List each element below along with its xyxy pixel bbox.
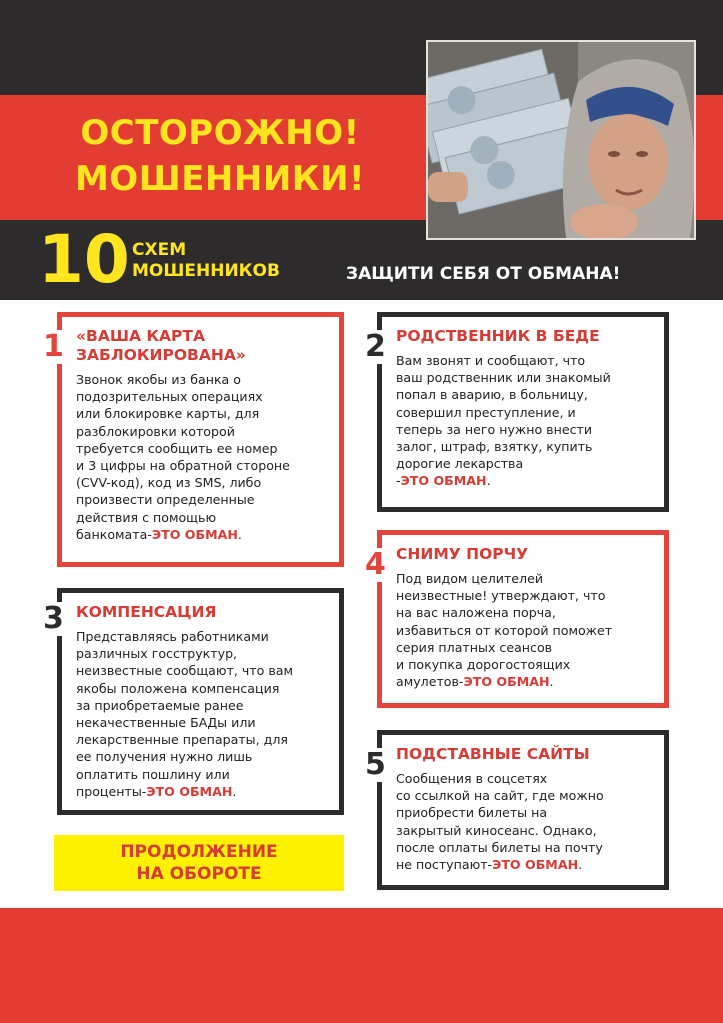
card-text-line: некачественные БАДы или <box>76 715 256 731</box>
scheme-card-title <box>396 327 650 346</box>
card-text-line: или блокировке карты, для <box>76 406 260 422</box>
card-text-line: и покупка дорогостоящих <box>396 657 571 673</box>
card-text-line: дорогие лекарства <box>396 456 524 472</box>
card-text-line: Представляясь работниками <box>76 629 269 644</box>
card-text-line: требуется сообщить ее номер <box>76 440 278 456</box>
scheme-card-text <box>396 352 650 490</box>
card-text-line: различных госструктур, <box>76 646 238 662</box>
card-text-line: неизвестные! утверждают, что <box>396 588 606 604</box>
poster-title <box>20 110 420 202</box>
card-text-line: действия с помощью <box>76 509 217 525</box>
continue-line-2: НА ОБОРОТЕ <box>136 864 262 884</box>
card-text-line: попал в аварию, в больницу, <box>396 387 588 403</box>
card-text-line: произвести определенные <box>76 492 255 508</box>
card-title-line: ПОДСТАВНЫЕ САЙТЫ <box>396 745 590 763</box>
continue-line-1: ПРОДОЛЖЕНИЕ <box>120 842 278 862</box>
scheme-card-title <box>396 545 650 564</box>
card-text-line: после оплаты билеты на почту <box>396 839 603 855</box>
card-text-line: (CVV-код), код из SMS, либо <box>76 475 262 491</box>
card-title-line: СНИМУ ПОРЧУ <box>396 545 529 563</box>
header-photo <box>426 40 696 240</box>
scheme-card-4 <box>377 530 669 708</box>
card-text-line: Под видом целителей <box>396 571 544 586</box>
verdict-label: ЭТО ОБМАН <box>400 473 487 489</box>
card-title-line: ЗАБЛОКИРОВАНА» <box>76 346 246 364</box>
card-text-line: ее получения нужно лишь <box>76 749 253 765</box>
scheme-card-2 <box>377 312 669 512</box>
scheme-card-text <box>76 371 325 543</box>
card-text-line: Звонок якобы из банка о <box>76 372 241 387</box>
card-text-line: оплатить пошлину или <box>76 766 230 782</box>
card-text-line: и 3 цифры на обратной стороне <box>76 458 290 474</box>
card-text-end: . <box>237 526 242 542</box>
scheme-card-title <box>396 745 650 764</box>
schemes-label-line-2: МОШЕННИКОВ <box>132 261 280 281</box>
card-text-line: якобы положена компенсация <box>76 680 280 696</box>
scheme-number-5: 5 <box>362 748 389 782</box>
card-text-fragment: не поступают- <box>396 857 493 873</box>
scheme-card-text <box>396 570 650 690</box>
scheme-card-text <box>76 628 325 800</box>
card-text-end: . <box>232 783 237 799</box>
card-text-line: подозрительных операциях <box>76 389 263 405</box>
elderly-woman-money-illustration <box>428 42 694 238</box>
card-text-fragment: банкомата- <box>76 526 152 542</box>
card-title-line: КОМПЕНСАЦИЯ <box>76 603 217 621</box>
card-text-line: за приобретаемые ранее <box>76 697 244 713</box>
scheme-card-text <box>396 770 650 873</box>
card-title-line: РОДСТВЕННИК В БЕДЕ <box>396 327 600 345</box>
card-text-line-last <box>396 472 650 489</box>
scheme-card-5 <box>377 730 669 890</box>
scheme-number-2: 2 <box>362 330 389 364</box>
scheme-number-4: 4 <box>362 548 389 582</box>
scheme-card-1 <box>57 312 344 567</box>
verdict-label: ЭТО ОБМАН <box>463 674 550 690</box>
card-text-line: серия платных сеансов <box>396 639 553 655</box>
scheme-number-3: 3 <box>40 602 67 636</box>
verdict-label: ЭТО ОБМАН <box>146 783 233 799</box>
card-text-line-last <box>76 783 325 800</box>
card-text-end: . <box>486 473 491 489</box>
card-text-line: Вам звонят и сообщают, что <box>396 353 586 368</box>
card-text-line: избавиться от которой поможет <box>396 622 613 638</box>
card-text-line: разблокировки которой <box>76 423 235 439</box>
card-text-line: со ссылкой на сайт, где можно <box>396 788 604 804</box>
verdict-label: ЭТО ОБМАН <box>492 857 579 873</box>
card-text-line-last <box>396 673 650 690</box>
schemes-label-line-1: СХЕМ <box>132 240 187 260</box>
protect-yourself-slogan: ЗАЩИТИ СЕБЯ ОТ ОБМАНА! <box>346 264 621 284</box>
card-text-line: на вас наложена порча, <box>396 605 556 621</box>
card-text-line: залог, штраф, взятку, купить <box>396 439 593 455</box>
card-text-fragment: амулетов- <box>396 674 464 690</box>
scheme-number-1: 1 <box>40 330 67 364</box>
card-text-fragment: проценты- <box>76 783 147 799</box>
card-text-line: приобрести билеты на <box>396 805 548 821</box>
card-text-line: закрытый киносеанс. Однако, <box>396 822 597 838</box>
card-text-end: . <box>578 857 583 873</box>
card-text-line: неизвестные сообщают, что вам <box>76 663 293 679</box>
verdict-label: ЭТО ОБМАН <box>151 526 238 542</box>
card-text-line: Сообщения в соцсетях <box>396 771 548 786</box>
scheme-card-title <box>76 603 325 622</box>
card-text-line: ваш родственник или знакомый <box>396 370 611 386</box>
card-text-line-last <box>76 526 325 543</box>
card-text-end: . <box>549 674 554 690</box>
card-text-line: совершил преступление, и <box>396 404 576 420</box>
schemes-count: 10 <box>38 221 130 298</box>
scheme-card-title <box>76 327 325 365</box>
card-title-line: «ВАША КАРТА <box>76 327 205 345</box>
scheme-card-3 <box>57 588 344 815</box>
title-line-2: МОШЕННИКИ! <box>74 159 366 199</box>
card-text-line-last <box>396 856 650 873</box>
title-line-1: ОСТОРОЖНО! <box>80 113 360 153</box>
continued-overleaf-banner <box>54 835 344 891</box>
footer-red-band <box>0 908 723 1023</box>
card-text-line: теперь за него нужно внести <box>396 421 593 437</box>
schemes-label <box>132 240 280 282</box>
card-text-fragment: - <box>396 473 401 489</box>
card-text-line: лекарственные препараты, для <box>76 732 288 748</box>
